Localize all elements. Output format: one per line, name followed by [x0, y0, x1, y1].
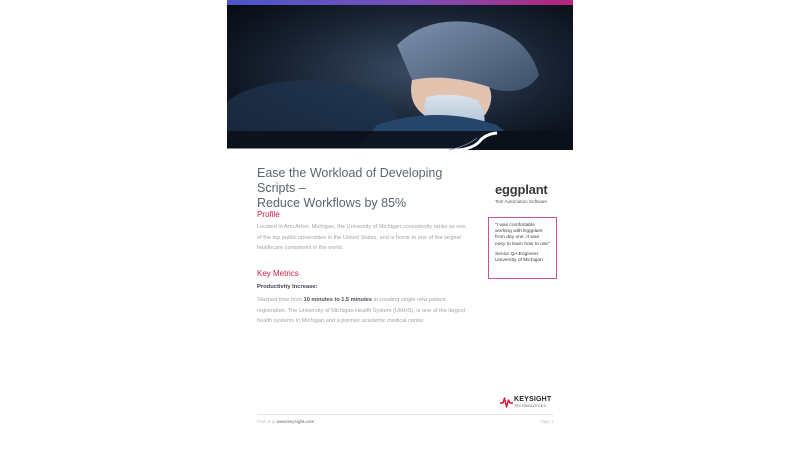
profile-heading: Profile	[257, 210, 280, 219]
quote-author	[495, 252, 550, 264]
banner-curve	[227, 128, 573, 150]
quote-author-title: Senior QA Engineer	[495, 251, 539, 257]
metrics-text-start: Slashed time from	[257, 297, 304, 303]
page-title	[257, 166, 467, 211]
eggplant-brand: eggplant	[495, 182, 548, 197]
metrics-text-end: in creating single new patient registration. The University of Michigan Health System (UMHS), is one of the largest health systems in Michigan and a premier academic medical center.	[257, 297, 466, 324]
page-number: Page 1	[540, 419, 554, 424]
keysight-logo	[500, 395, 560, 411]
key-metrics-heading: Key Metrics	[257, 269, 299, 278]
keysight-wave-icon	[500, 397, 513, 408]
profile-text: Located in Ann Arbor, Michigan, the University of Michigan consistently ranks as one of the top public universities in the United States, and is home to one of the largest healthcare complexes in the world.	[257, 224, 466, 251]
keysight-sub: TECHNOLOGIES	[514, 404, 547, 408]
document-page	[227, 0, 573, 450]
footer-url-link[interactable]: www.keysight.com	[276, 419, 315, 424]
title-line-2: Reduce Workflows by 85%	[257, 196, 407, 210]
title-line-1: Ease the Workload of Developing Scripts –	[257, 166, 443, 195]
eggplant-tagline: Test Automation Software	[495, 199, 548, 204]
quote-author-org: University of Michigan	[495, 258, 543, 264]
footer-prefix: Find us at	[257, 419, 277, 424]
footer-divider	[257, 414, 553, 415]
metrics-text-bold: 10 minutes to 1.5 minutes	[303, 297, 373, 303]
footer-find-us	[257, 419, 314, 424]
quote-text: “I was comfortable working with Eggplant from day one. It was easy to learn how to use”	[495, 223, 550, 247]
productivity-subheading: Productivity Increase:	[257, 284, 318, 290]
keysight-name: KEYSIGHT	[514, 396, 552, 403]
quote-box	[488, 217, 557, 279]
case-study-label: CASE STUDY	[492, 156, 541, 162]
metrics-text	[257, 295, 467, 327]
